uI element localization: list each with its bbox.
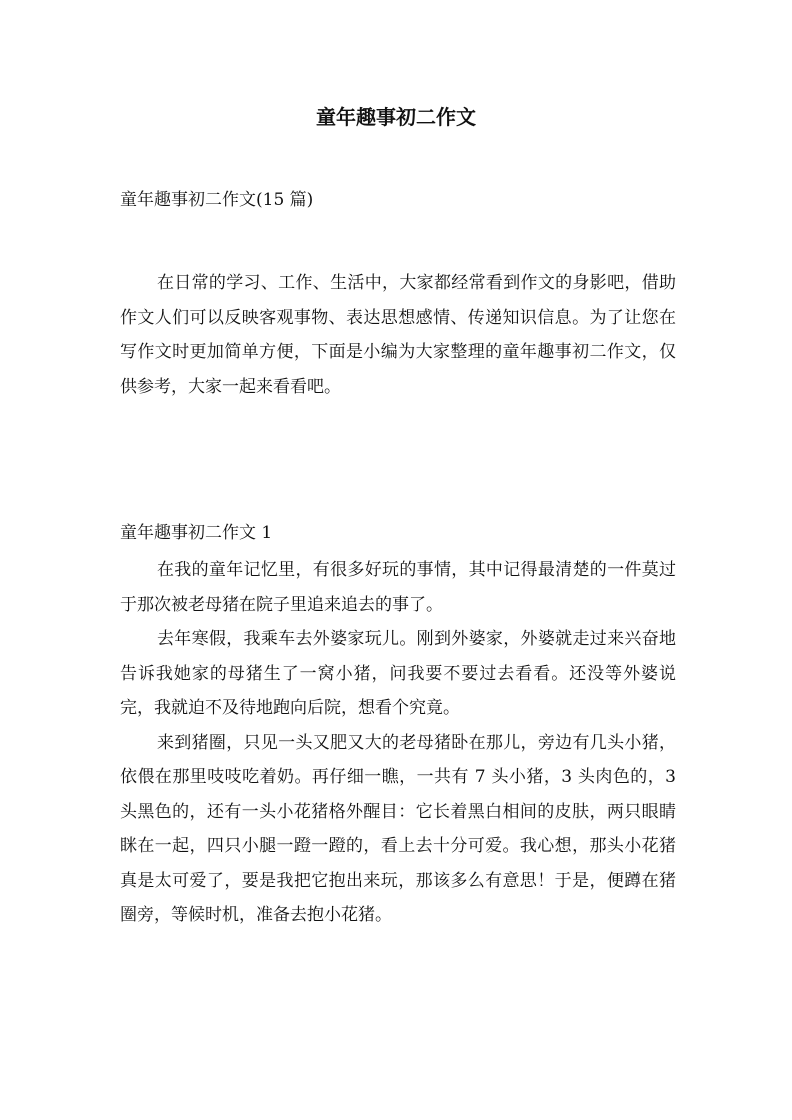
- essay-section: [120, 519, 676, 933]
- essay-paragraph-1: 在我的童年记忆里，有很多好玩的事情，其中记得最清楚的一件莫过于那次被老母猪在院子里追来追去的事了。: [120, 560, 676, 615]
- document-subtitle: 童年趣事初二作文(15 篇): [120, 190, 314, 210]
- essay-heading: 童年趣事初二作文 1: [120, 523, 273, 543]
- intro-paragraph: 在日常的学习、工作、生活中，大家都经常看到作文的身影吧，借助作文人们可以反映客观事物、表达思想感情、传递知识信息。为了让您在写作文时更加简单方便，下面是小编为大家整理的童年趣事初二作文，仅供参考，大家一起来看看吧。: [120, 273, 676, 397]
- essay-paragraph-2: 去年寒假，我乘车去外婆家玩儿。刚到外婆家，外婆就走过来兴奋地告诉我她家的母猪生了一窝小猪，问我要不要过去看看。还没等外婆说完，我就迫不及待地跑向后院，想看个究竟。: [120, 629, 676, 718]
- document-title: 童年趣事初二作文: [316, 105, 476, 129]
- essay-paragraph-3: 来到猪圈，只见一头又肥又大的老母猪卧在那儿，旁边有几头小猪，依偎在那里吱吱吃着奶。再仔细一瞧，一共有 7 头小猪，3 头肉色的，3 头黑色的，还有一头小花猪格外醒目：它长着黑白相间的皮肤，两只眼睛眯在一起，四只小腿一蹬一蹬的，看上去十分可爱。我心想，那头小花猪真是太可爱了，要是我把它抱出来玩，那该多么有意思！于是，便蹲在猪圈旁，等候时机，准备去抱小花猪。: [120, 732, 676, 925]
